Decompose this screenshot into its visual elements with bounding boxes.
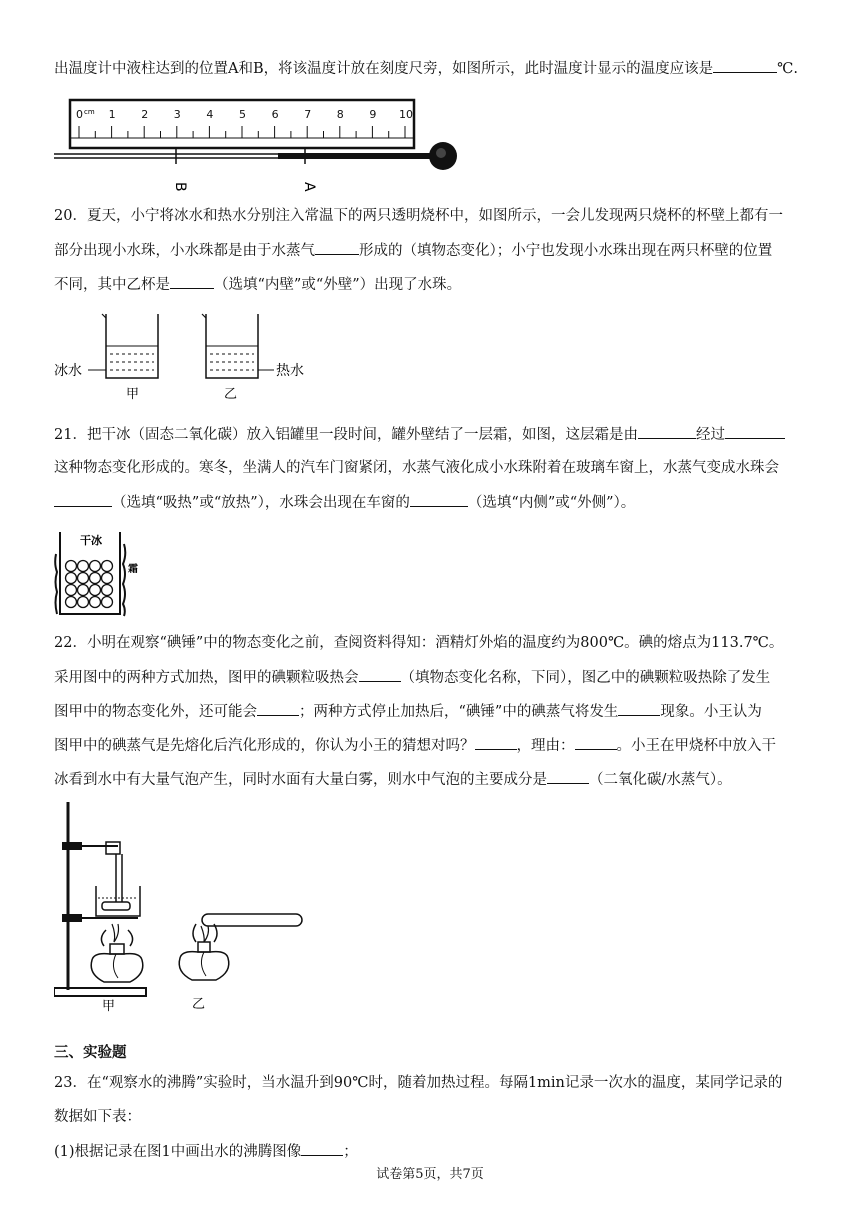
q22-line5: [54, 769, 732, 790]
q22-text-3a: 图甲中的物态变化外，还可能会: [54, 704, 257, 720]
ruler-tick-label: 1: [108, 108, 116, 121]
q20-text-2b: 形成的（填物态变化）；小宁也发现小水珠出现在两只杯壁的位置: [359, 243, 773, 259]
q21-text-3a: （选填“吸热”或“放热”），水珠会出现在车窗的: [112, 495, 410, 511]
q22-text-2a: 采用图中的两种方式加热，图甲的碘颗粒吸热会: [54, 670, 359, 686]
answer-blank: [359, 667, 401, 682]
q19-text: 出温度计中液柱达到的位置A和B，将该温度计放在刻度尺旁，如图所示，此时温度计显示的温度应该是: [54, 61, 714, 77]
q22-text-5b: （二氧化碳/水蒸气）。: [589, 772, 732, 788]
frost-label: 霜: [128, 564, 138, 575]
q22-text-5a: 冰看到水中有大量气泡产生，同时水面有大量白雾，则水中气泡的主要成分是: [54, 772, 547, 788]
section-title: [54, 1043, 127, 1063]
q22-line1: [54, 633, 783, 653]
answer-blank: [547, 769, 589, 784]
q20-text-3b: （选填“内壁”或“外壁”）出现了水珠。: [214, 277, 462, 293]
ruler-tick-label: 4: [206, 108, 214, 121]
q20-text-1: 20．夏天，小宁将冰水和热水分别注入常温下的两只透明烧杯中，如图所示，一会儿发现两只烧杯的杯壁上都有一: [54, 208, 783, 224]
ruler-tick-label: 6: [271, 108, 279, 121]
answer-blank: [54, 492, 112, 507]
ruler-unit: cm: [84, 108, 95, 116]
q20-text-2a: 部分出现小水珠，小水珠都是由于水蒸气: [54, 243, 315, 259]
ruler-tick-label: 2: [141, 108, 149, 121]
answer-blank: [315, 240, 359, 255]
q19-line1: [54, 58, 798, 79]
label-b: B: [172, 182, 188, 192]
q22-text-3b: ；两种方式停止加热后，“碘锤”中的碘蒸气将发生: [299, 704, 619, 720]
label-a: A: [301, 182, 317, 192]
ruler-tick-label: 7: [304, 108, 312, 121]
answer-blank: [713, 58, 777, 73]
answer-blank: [301, 1141, 343, 1156]
answer-blank: [618, 701, 660, 716]
q22-line4: [54, 735, 776, 756]
q22-line3: [54, 701, 762, 722]
ruler-tick-label: 10: [399, 108, 413, 121]
fig-yi-label: 乙: [192, 997, 206, 1012]
q22-text-4c: 。小王在甲烧杯中放入干: [616, 738, 776, 754]
hot-water-label: 热水: [276, 363, 304, 379]
q20-line3: [54, 274, 461, 295]
ruler-tick-label: 5: [239, 108, 246, 121]
dry-ice-label: 干冰: [80, 534, 102, 547]
dry-ice-can-figure: [54, 524, 146, 620]
ruler-tick-label: 0: [76, 108, 83, 121]
q20-line1: [54, 206, 783, 226]
answer-blank: [170, 274, 214, 289]
answer-blank: [575, 735, 617, 750]
q21-line3: [54, 492, 635, 513]
q23-line1: [54, 1073, 782, 1093]
q22-text-3c: 现象。小王认为: [660, 704, 762, 720]
ruler-tick-label: 3: [173, 108, 181, 121]
answer-blank: [257, 701, 299, 716]
q21-text-3b: （选填“内侧”或“外侧”）。: [467, 495, 636, 511]
q22-text-1: 22．小明在观察“碘锤”中的物态变化之前，查阅资料得知：酒精灯外焰的温度约为800℃。碘的熔点为113.7℃。: [54, 635, 784, 651]
q23-line3: [54, 1141, 358, 1162]
q21-line2: [54, 458, 779, 478]
answer-blank: [475, 735, 517, 750]
q21-text-2: 这种物态变化形成的。寒冬，坐满人的汽车门窗紧闭，水蒸气液化成小水珠附着在玻璃车窗上，水蒸气变成水珠会: [54, 460, 779, 476]
q23-line2: [54, 1107, 141, 1127]
answer-blank: [410, 492, 468, 507]
q23-text-1: 23．在“观察水的沸腾”实验时，当水温升到90℃时，随着加热过程。每隔1min记录一次水的温度，某同学记录的: [54, 1075, 783, 1091]
beaker-jia-label: 甲: [126, 387, 140, 402]
ruler-tick-label: 9: [369, 108, 377, 121]
q23-text-3b: ；: [343, 1144, 358, 1160]
ruler-tick-label: 8: [336, 108, 344, 121]
q22-text-2b: （填物态变化名称，下同），图乙中的碘颗粒吸热除了发生: [400, 670, 771, 686]
answer-blank: [725, 424, 785, 439]
q22-line2: [54, 667, 770, 688]
fig-jia-label: 甲: [102, 999, 116, 1014]
q20-text-3a: 不同，其中乙杯是: [54, 277, 170, 293]
q23-text-3a: (1)根据记录在图1中画出水的沸腾图像: [54, 1144, 302, 1160]
cold-water-label: 冰水: [54, 363, 82, 379]
q21-text-1a: 21．把干冰（固态二氧化碳）放入铝罐里一段时间，罐外壁结了一层霜，如图，这层霜是由: [54, 427, 638, 443]
page-footer: 试卷第5页，共7页: [376, 1167, 484, 1182]
section-title-text: 三、实验题: [54, 1044, 127, 1061]
answer-blank: [638, 424, 696, 439]
q20-line2: [54, 240, 772, 261]
q21-line1: [54, 424, 785, 445]
beaker-yi-label: 乙: [224, 387, 238, 402]
q22-text-4b: ，理由：: [516, 738, 575, 754]
beakers-figure: [54, 310, 324, 402]
ruler-thermometer-figure: [54, 96, 474, 192]
q21-text-1b: 经过: [695, 427, 725, 443]
q22-text-4a: 图甲中的碘蒸气是先熔化后汽化形成的，你认为小王的猜想对吗？: [54, 738, 475, 754]
iodine-hammer-figure: [54, 802, 304, 1014]
unit-text: ℃.: [777, 61, 798, 77]
q23-text-2: 数据如下表：: [54, 1109, 141, 1125]
